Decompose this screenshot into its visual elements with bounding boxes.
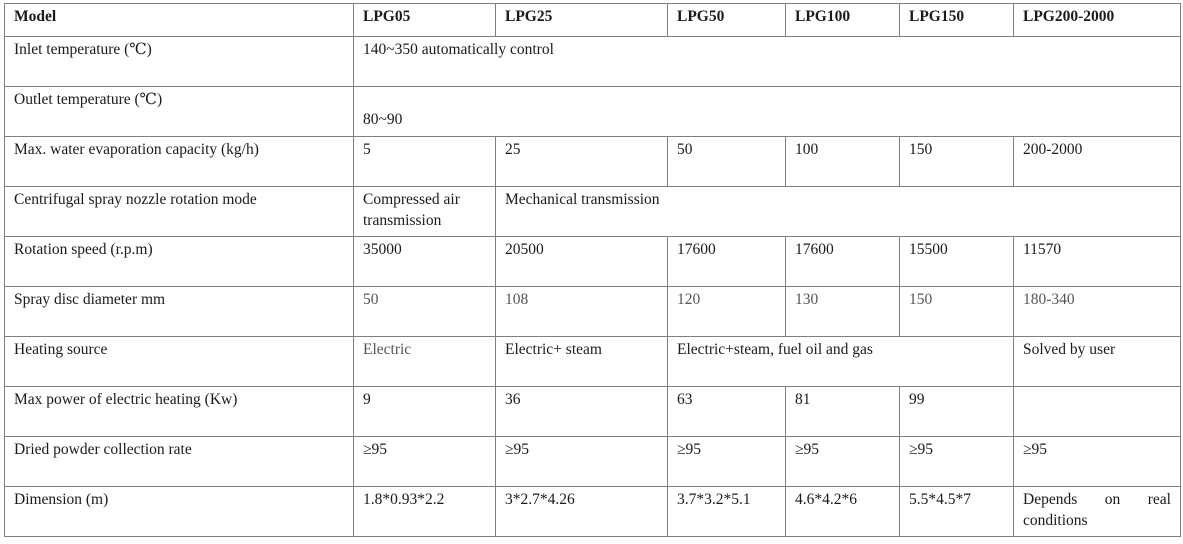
table-row <box>5 237 1181 287</box>
header-lpg50: LPG50 <box>668 4 786 37</box>
table-row <box>5 137 1181 187</box>
row-label: Max. water evaporation capacity (kg/h) <box>5 137 354 187</box>
outlet-value: 80~90 <box>354 87 1181 137</box>
cell: 11570 <box>1014 237 1181 287</box>
cell: ≥95 <box>496 437 668 487</box>
cell: 99 <box>900 387 1014 437</box>
cell: 17600 <box>786 237 900 287</box>
cell: 25 <box>496 137 668 187</box>
cell: 63 <box>668 387 786 437</box>
cell: 50 <box>668 137 786 187</box>
table-row <box>5 187 1181 237</box>
dimension-lpg200-cell <box>1014 487 1181 537</box>
cell: 35000 <box>354 237 496 287</box>
cell: 200-2000 <box>1014 137 1181 187</box>
table-row <box>5 387 1181 437</box>
cell: Electric+ steam <box>496 337 668 387</box>
header-lpg05: LPG05 <box>354 4 496 37</box>
cell: 120 <box>668 287 786 337</box>
spec-table <box>4 3 1181 537</box>
cell: ≥95 <box>1014 437 1181 487</box>
row-label: Dimension (m) <box>5 487 354 537</box>
cell: 100 <box>786 137 900 187</box>
cell-word: on <box>1104 491 1121 508</box>
row-label: Inlet temperature (℃) <box>5 37 354 87</box>
cell <box>1014 387 1181 437</box>
row-label: Dried powder collection rate <box>5 437 354 487</box>
cell: Solved by user <box>1014 337 1181 387</box>
cell: Electric <box>354 337 496 387</box>
cell: ≥95 <box>900 437 1014 487</box>
cell: 180-340 <box>1014 287 1181 337</box>
table-row <box>5 287 1181 337</box>
cell: 9 <box>354 387 496 437</box>
cell: 3*2.7*4.26 <box>496 487 668 537</box>
row-label: Heating source <box>5 337 354 387</box>
cell: 17600 <box>668 237 786 287</box>
row-label: Max power of electric heating (Kw) <box>5 387 354 437</box>
row-label: Centrifugal spray nozzle rotation mode <box>5 187 354 237</box>
cell: 150 <box>900 137 1014 187</box>
cell: 5.5*4.5*7 <box>900 487 1014 537</box>
cell: 1.8*0.93*2.2 <box>354 487 496 537</box>
header-lpg150: LPG150 <box>900 4 1014 37</box>
cell: 20500 <box>496 237 668 287</box>
table-row <box>5 37 1181 87</box>
header-lpg200-2000: LPG200-2000 <box>1014 4 1181 37</box>
cell-word: Depends <box>1023 491 1078 508</box>
cell: 15500 <box>900 237 1014 287</box>
cell: ≥95 <box>786 437 900 487</box>
cell: 5 <box>354 137 496 187</box>
cell: 3.7*3.2*5.1 <box>668 487 786 537</box>
row-label: Outlet temperature (℃) <box>5 87 354 137</box>
table-row <box>5 487 1181 537</box>
cell: ≥95 <box>354 437 496 487</box>
header-lpg100: LPG100 <box>786 4 900 37</box>
cell: 81 <box>786 387 900 437</box>
cell: 36 <box>496 387 668 437</box>
row-label: Rotation speed (r.p.m) <box>5 237 354 287</box>
cell: 130 <box>786 287 900 337</box>
cell: 4.6*4.2*6 <box>786 487 900 537</box>
header-model: Model <box>5 4 354 37</box>
cell: 108 <box>496 287 668 337</box>
cell-word: conditions <box>1023 512 1088 529</box>
cell: ≥95 <box>668 437 786 487</box>
cell: 50 <box>354 287 496 337</box>
cell-word: real <box>1147 491 1171 508</box>
mechanical-transmission-cell: Mechanical transmission <box>496 187 1181 237</box>
header-row <box>5 4 1181 37</box>
inlet-value: 140~350 automatically control <box>354 37 1181 87</box>
cell: Compressed air transmission <box>354 187 496 237</box>
cell: 150 <box>900 287 1014 337</box>
header-lpg25: LPG25 <box>496 4 668 37</box>
table-row <box>5 337 1181 387</box>
row-label: Spray disc diameter mm <box>5 287 354 337</box>
cell: Electric+steam, fuel oil and gas <box>668 337 1014 387</box>
table-row <box>5 437 1181 487</box>
table-row <box>5 87 1181 137</box>
